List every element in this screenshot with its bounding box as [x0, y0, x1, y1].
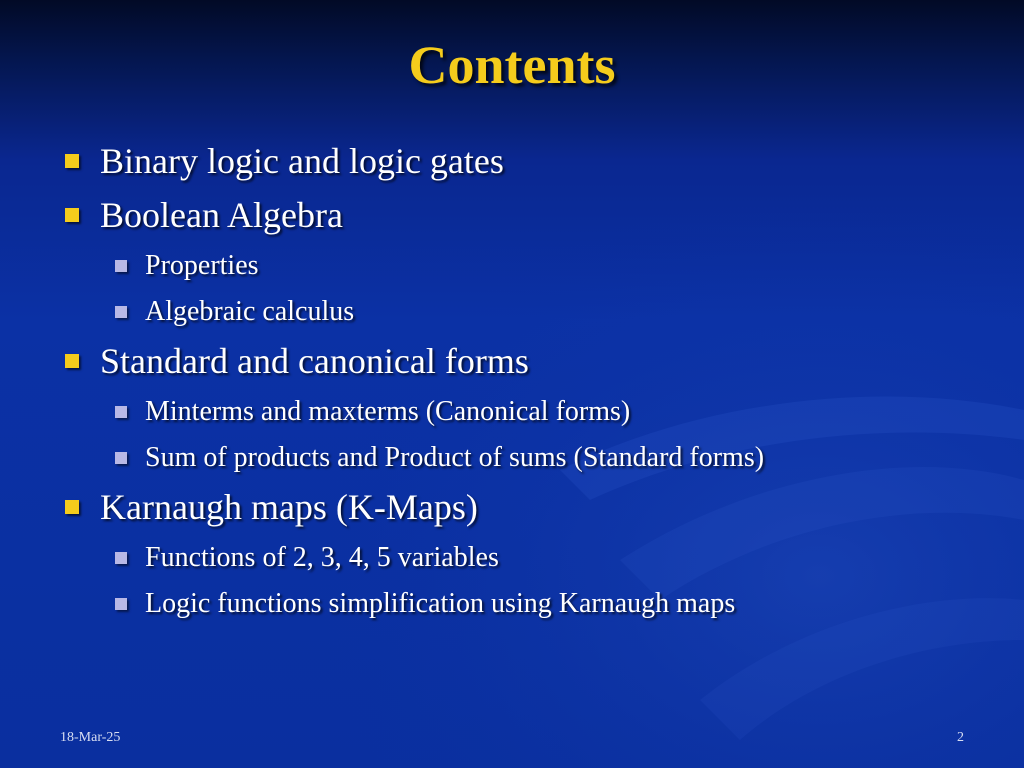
list-item-boolean-algebra: [60, 192, 1000, 238]
sub-item-simplification: [60, 586, 1000, 622]
list-item-karnaugh-maps: [60, 484, 1000, 530]
sub-item-text: Algebraic calculus: [145, 296, 355, 327]
sub-item-text: Properties: [145, 250, 259, 281]
list-item-standard-canonical-forms: [60, 338, 1000, 384]
sub-item-functions-variables: [60, 540, 1000, 576]
square-bullet-icon: [115, 260, 127, 272]
list-item-text: Karnaugh maps (K-Maps): [100, 487, 478, 527]
sub-item-minterms-maxterms: [60, 394, 1000, 430]
square-bullet-icon: [65, 154, 79, 168]
square-bullet-icon: [115, 406, 127, 418]
sub-item-text: Sum of products and Product of sums (Standard forms): [145, 442, 765, 473]
slide-title: Contents: [408, 35, 616, 95]
page-number: 2: [957, 730, 964, 745]
sub-item-sop-pos: [60, 440, 1000, 476]
square-bullet-icon: [115, 552, 127, 564]
square-bullet-icon: [115, 598, 127, 610]
footer-date: 18-Mar-25: [60, 730, 121, 745]
square-bullet-icon: [65, 354, 79, 368]
sub-item-text: Minterms and maxterms (Canonical forms): [145, 396, 631, 427]
square-bullet-icon: [115, 306, 127, 318]
list-item-text: Standard and canonical forms: [100, 341, 529, 381]
square-bullet-icon: [115, 452, 127, 464]
list-item-text: Boolean Algebra: [100, 195, 343, 235]
contents-list: [60, 138, 1000, 622]
sub-item-text: Functions of 2, 3, 4, 5 variables: [145, 542, 499, 573]
square-bullet-icon: [65, 208, 79, 222]
sub-item-properties: [60, 248, 1000, 284]
sub-item-algebraic-calculus: [60, 294, 1000, 330]
list-item-text: Binary logic and logic gates: [100, 141, 504, 181]
list-item-binary-logic: [60, 138, 1000, 184]
square-bullet-icon: [65, 500, 79, 514]
sub-item-text: Logic functions simplification using Karnaugh maps: [145, 588, 736, 619]
